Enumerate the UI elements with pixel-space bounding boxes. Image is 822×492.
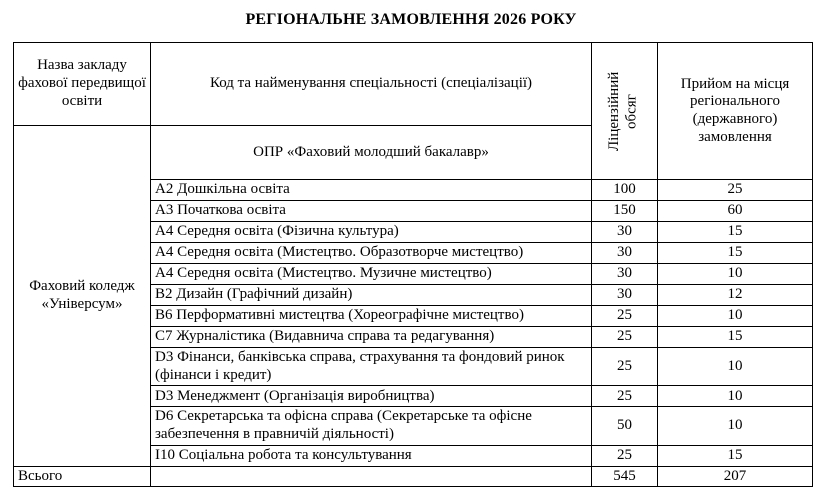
- specialty-cell: B6 Перформативні мистецтва (Хореографічне мистецтво): [151, 306, 592, 327]
- admission-cell: 10: [658, 386, 813, 407]
- specialty-cell: D6 Секретарська та офісна справа (Секретарське та офісне забезпечення в правничій діяльності): [151, 407, 592, 445]
- admission-cell: 10: [658, 306, 813, 327]
- license-volume-cell: 150: [592, 201, 658, 222]
- specialty-cell: A4 Середня освіта (Фізична культура): [151, 222, 592, 243]
- admission-cell: 15: [658, 222, 813, 243]
- specialty-cell: A3 Початкова освіта: [151, 201, 592, 222]
- regional-order-table: [13, 42, 813, 487]
- admission-cell: 10: [658, 348, 813, 386]
- admission-cell: 15: [658, 243, 813, 264]
- specialty-cell: D3 Менеджмент (Організація виробництва): [151, 386, 592, 407]
- admission-cell: 15: [658, 445, 813, 466]
- specialty-cell: A4 Середня освіта (Мистецтво. Музичне мистецтво): [151, 264, 592, 285]
- admission-cell: 10: [658, 264, 813, 285]
- admission-cell: 12: [658, 285, 813, 306]
- license-volume-cell: 100: [592, 180, 658, 201]
- header-admission: Прийом на місця регіонального (державного) замовлення: [658, 43, 813, 180]
- page-title: РЕГІОНАЛЬНЕ ЗАМОВЛЕННЯ 2026 РОКУ: [245, 11, 577, 28]
- admission-cell: 15: [658, 327, 813, 348]
- specialty-cell: I10 Соціальна робота та консультування: [151, 445, 592, 466]
- header-institution: Назва закладу фахової передвищої освіти: [14, 43, 151, 126]
- header-specialty: Код та найменування спеціальності (спеціалізації): [151, 43, 592, 126]
- institution-cell: Фаховий коледж «Універсум»: [14, 126, 151, 467]
- admission-cell: 10: [658, 407, 813, 445]
- admission-cell: 25: [658, 180, 813, 201]
- license-volume-cell: 25: [592, 327, 658, 348]
- total-row: [14, 466, 813, 487]
- specialty-cell: B2 Дизайн (Графічний дизайн): [151, 285, 592, 306]
- total-license-cell: 545: [592, 466, 658, 487]
- specialty-cell: C7 Журналістика (Видавнича справа та редагування): [151, 327, 592, 348]
- total-empty-cell: [151, 466, 592, 487]
- license-volume-cell: 30: [592, 243, 658, 264]
- license-volume-cell: 30: [592, 222, 658, 243]
- license-volume-cell: 25: [592, 348, 658, 386]
- license-volume-cell: 25: [592, 386, 658, 407]
- license-volume-cell: 30: [592, 264, 658, 285]
- specialty-cell: A4 Середня освіта (Мистецтво. Образотворче мистецтво): [151, 243, 592, 264]
- total-label-cell: Всього: [14, 466, 151, 487]
- header-license-volume: [592, 43, 658, 180]
- program-level-cell: ОПР «Фаховий молодший бакалавр»: [151, 126, 592, 180]
- admission-cell: 60: [658, 201, 813, 222]
- license-volume-cell: 25: [592, 306, 658, 327]
- total-admission-cell: 207: [658, 466, 813, 487]
- license-volume-cell: 25: [592, 445, 658, 466]
- license-volume-cell: 30: [592, 285, 658, 306]
- license-volume-cell: 50: [592, 407, 658, 445]
- license-volume-vertical-text: Ліцензійний обсяг: [605, 71, 640, 151]
- specialty-cell: A2 Дошкільна освіта: [151, 180, 592, 201]
- specialty-cell: D3 Фінанси, банківська справа, страхування та фондовий ринок (фінанси і кредит): [151, 348, 592, 386]
- header-row: [14, 43, 813, 126]
